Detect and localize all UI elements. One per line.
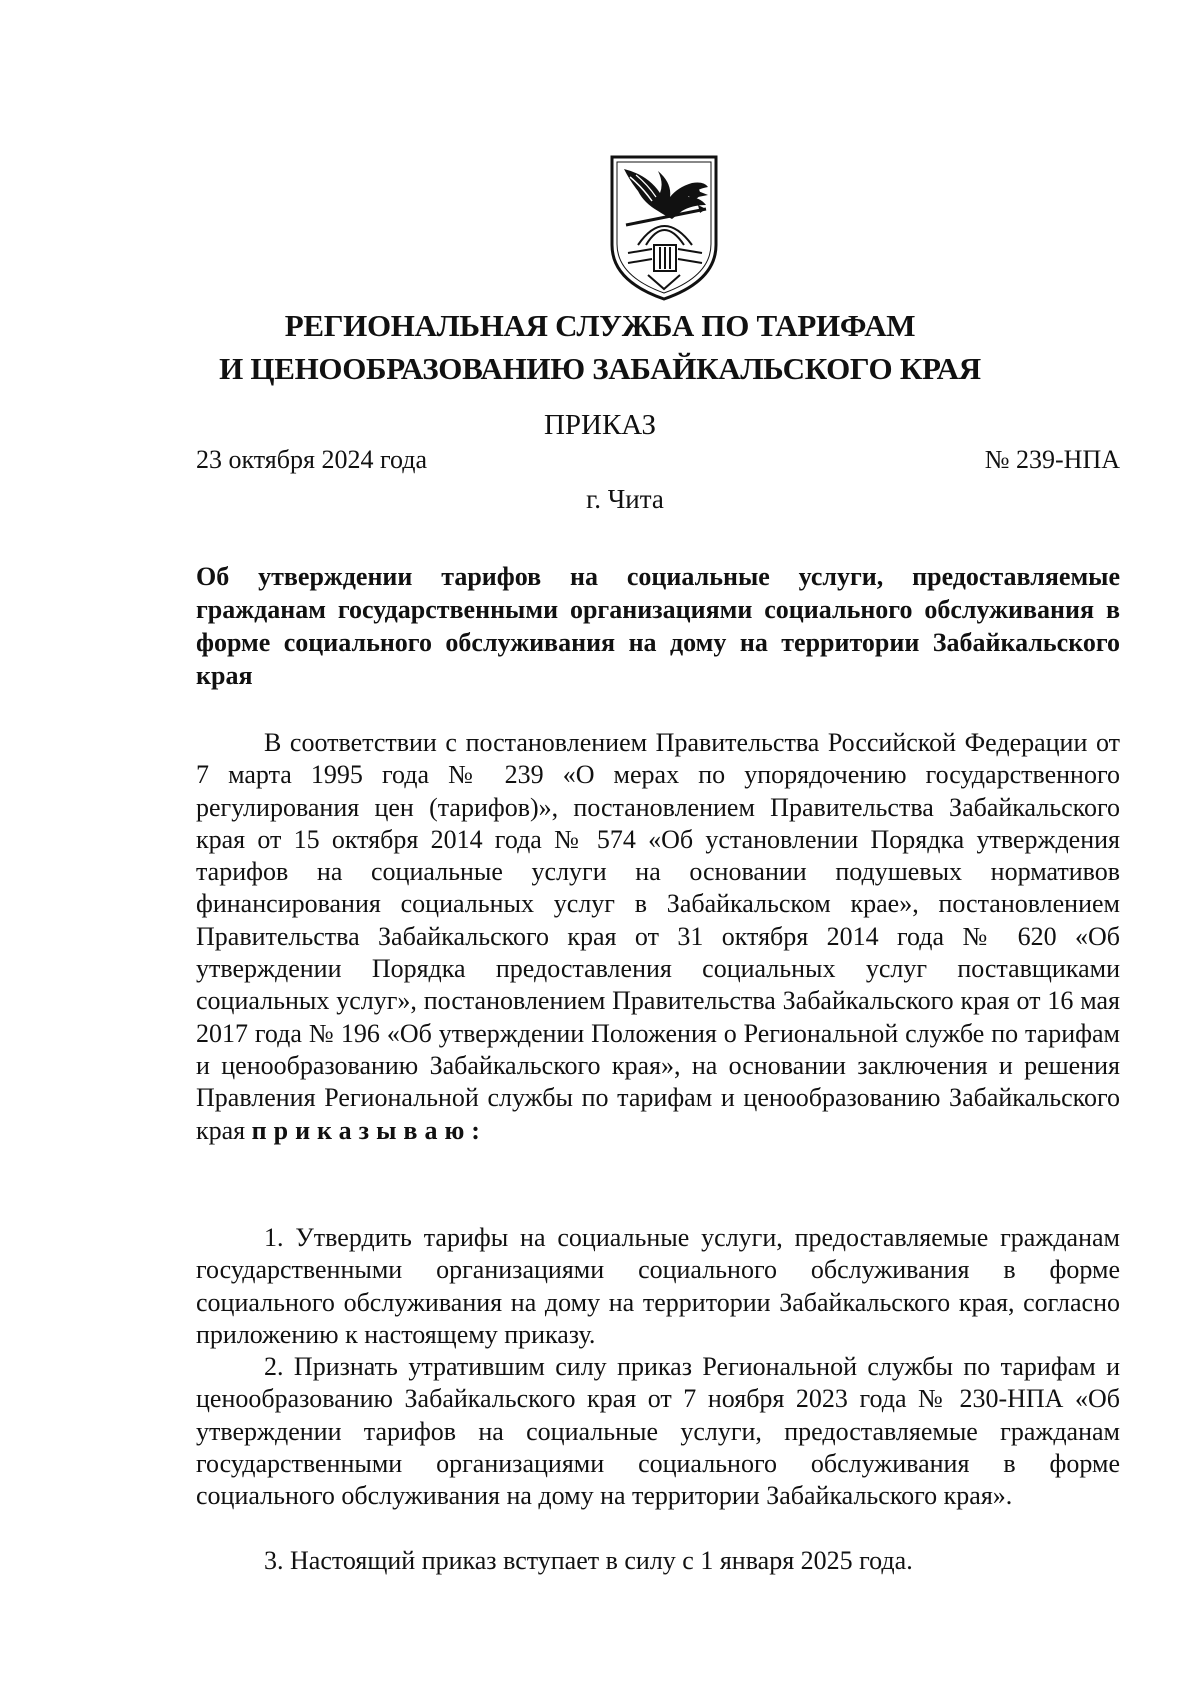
- order-item-1: 1. Утвердить тарифы на социальные услуги, предоставляемые гражданам государственными организациями социального обслуживания в форме социального обслуживания на дому на территории Забайкальского края, согласно приложению к настоящему приказу.: [196, 1223, 1120, 1349]
- document-number: № 239-НПА: [984, 445, 1120, 474]
- organization-title-line-2: И ЦЕНООБРАЗОВАНИЮ ЗАБАЙКАЛЬСКОГО КРАЯ: [219, 351, 981, 386]
- document-city: г. Чита: [586, 484, 664, 514]
- organization-title-line-1: РЕГИОНАЛЬНАЯ СЛУЖБА ПО ТАРИФАМ: [284, 308, 916, 343]
- order-item-3: 3. Настоящий приказ вступает в силу с 1 января 2025 года.: [264, 1546, 913, 1575]
- preamble-text: В соответствии с постановлением Правительства Российской Федерации от 7 марта 1995 года № 239 «О мерах по упорядочению государственного регулирования цен (тарифов)», постановлением Правительства Забайкальского края от 15 октября 2014 года № 574 «Об установлении Порядка утверждения тарифов на социальные услуги на основании подушевых нормативов финансирования социальных услуг в Забайкальском крае», постановлением Правительства Забайкальского края от 31 октября 2014 года № 620 «Об утверждении Порядка предоставления социальных услуг поставщиками социальных услуг», постановлением Правительства Забайкальского края от 16 мая 2017 года № 196 «Об утверждении Положения о Региональной службе по тарифам и ценообразованию Забайкальского края», на основании заключения и решения Правления Региональной службы по тарифам и ценообразованию Забайкальского края: [196, 728, 1120, 1145]
- document-subject: Об утверждении тарифов на социальные услуги, предоставляемые гражданам государственными организациями социального обслуживания в форме социального обслуживания на дому на территории Забайкальского края: [196, 562, 1120, 690]
- decree-word: приказываю:: [251, 1115, 487, 1145]
- order-item-2: 2. Признать утратившим силу приказ Региональной службы по тарифам и ценообразованию Забайкальского края от 7 ноября 2023 года № 230-НПА «Об утверждении тарифов на социальные услуги, предоставляемые гражданам государственными организациями социального обслуживания в форме социального обслуживания на дому на территории Забайкальского края».: [196, 1352, 1120, 1511]
- preamble-paragraph: [196, 727, 1120, 1147]
- coat-of-arms-eagle-icon: [608, 153, 720, 303]
- document-type: ПРИКАЗ: [543, 409, 657, 441]
- document-date: 23 октября 2024 года: [196, 445, 427, 474]
